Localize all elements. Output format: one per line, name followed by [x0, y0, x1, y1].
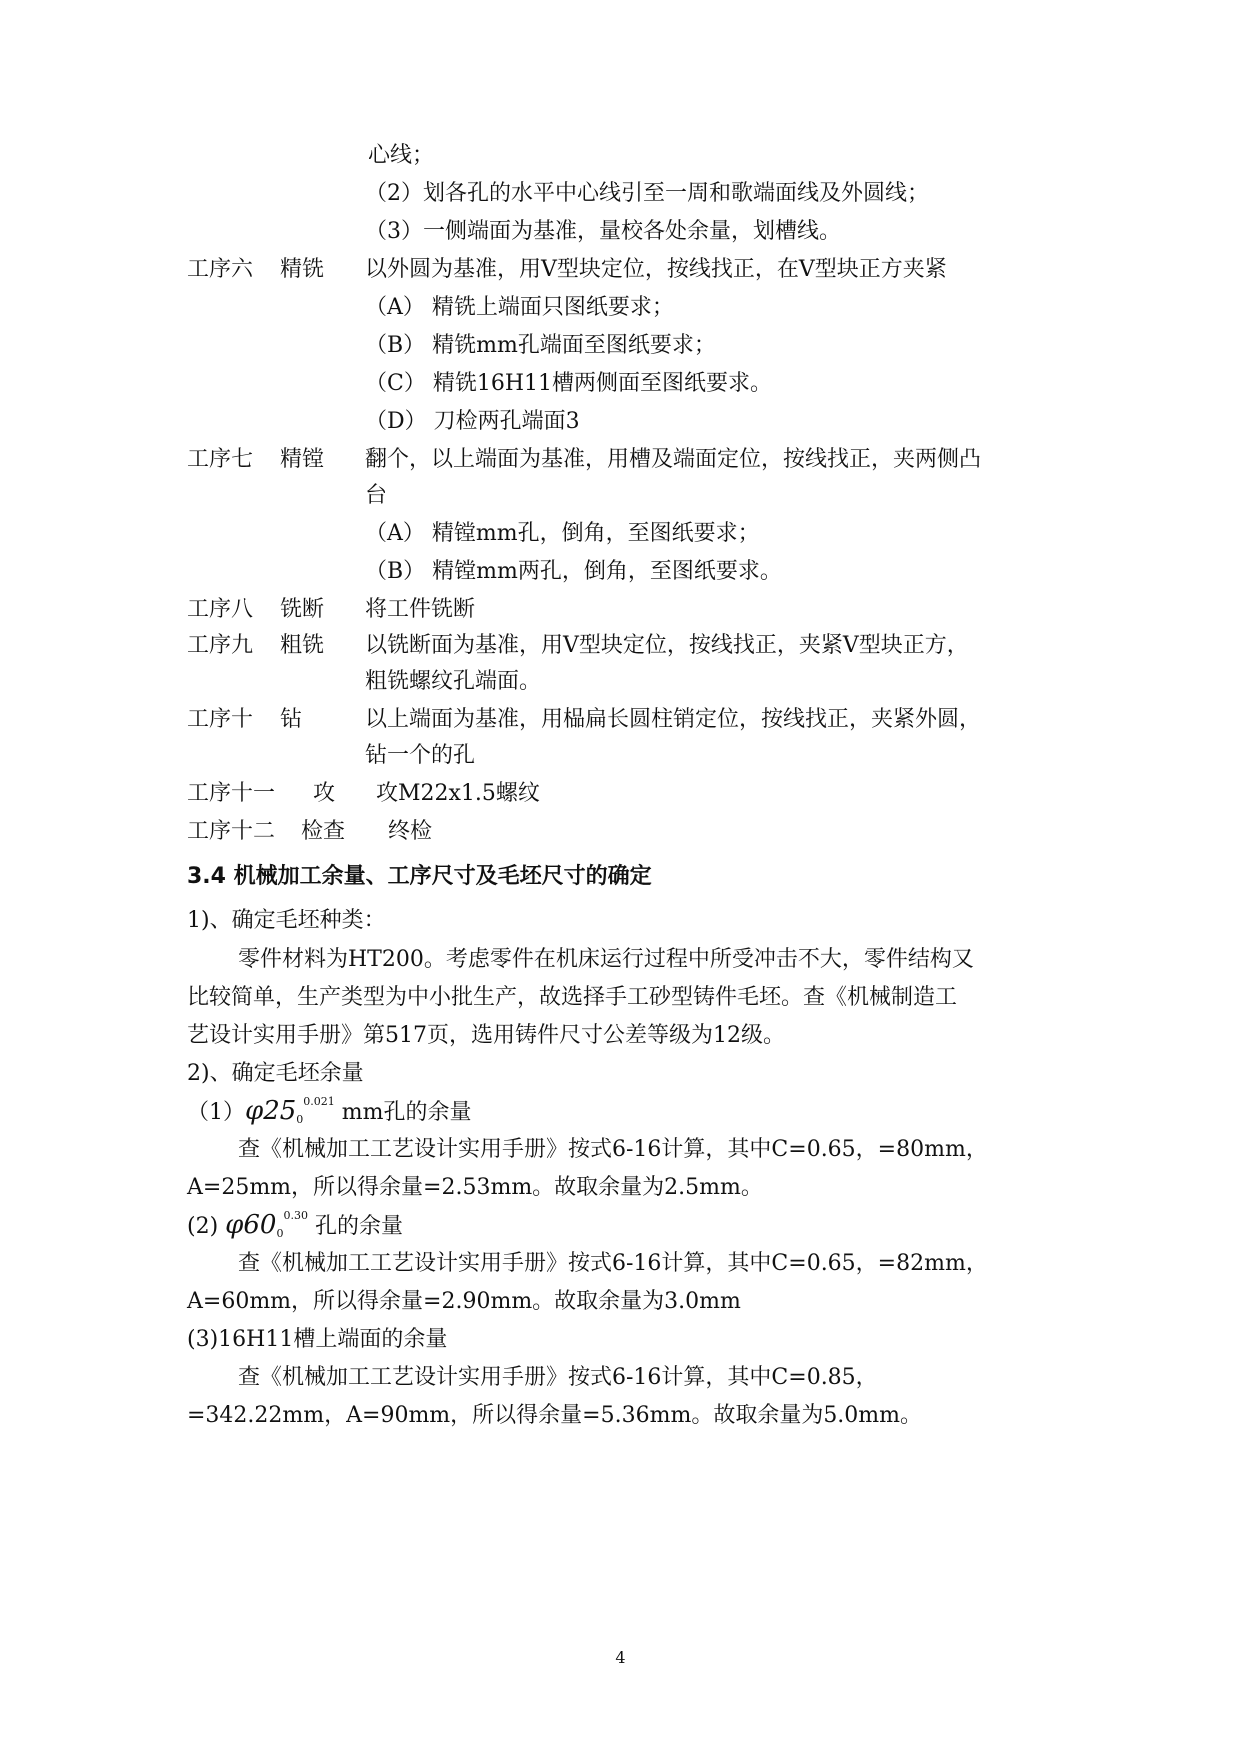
sub-item: （D） 刀检两孔端面3: [365, 409, 580, 434]
step-desc: 以上端面为基准，用榀扁长圆柱销定位，按线找正，夹紧外圆，: [365, 707, 982, 732]
paragraph-line: 查《机械加工工艺设计实用手册》按式6-16计算，其中C=0.65，=82mm，: [238, 1251, 988, 1276]
upper-deviation: 0.021: [303, 1095, 335, 1108]
paragraph-line: 查《机械加工工艺设计实用手册》按式6-16计算，其中C=0.65，=80mm，: [238, 1137, 988, 1162]
paragraph-line: A=60mm，所以得余量=2.90mm。故取余量为3.0mm: [187, 1289, 741, 1314]
step-type: 攻: [313, 781, 336, 806]
step-name: 工序九: [187, 633, 254, 658]
step-desc-cont: 台: [365, 483, 388, 508]
sub-item: （B） 精镗mm两孔，倒角，至图纸要求。: [365, 559, 782, 584]
step-name: 工序十: [187, 707, 254, 732]
lower-deviation: 0: [276, 1227, 284, 1240]
step-name: 工序十二: [187, 819, 276, 844]
paragraph-line: =342.22mm，A=90mm，所以得余量=5.36mm。故取余量为5.0mm。: [187, 1403, 923, 1428]
item-tail: 孔的余量: [314, 1214, 403, 1239]
tolerance-symbol: [245, 1096, 335, 1131]
step-type: 检查: [301, 819, 346, 844]
paragraph-line: 艺设计实用手册》第517页，选用铸件尺寸公差等级为12级。: [187, 1023, 785, 1048]
text-line: （2）划各孔的水平中心线引至一周和歌端面线及外圆线；: [365, 181, 929, 206]
step-desc: 翻个，以上端面为基准，用槽及端面定位，按线找正，夹两侧凸: [365, 447, 982, 472]
step-name: 工序八: [187, 597, 254, 622]
page-number: 4: [615, 1648, 626, 1667]
step-name: 工序十一: [187, 781, 276, 806]
step-type: 精铣: [280, 257, 325, 282]
step-type: 精镗: [280, 447, 325, 472]
step-type: 粗铣: [280, 633, 325, 658]
text-line: （3）一侧端面为基准，量校各处余量，划槽线。: [365, 219, 841, 244]
paragraph-line: 零件材料为HT200。考虑零件在机床运行过程中所受冲击不大，零件结构又: [238, 947, 974, 972]
item-tail: mm孔的余量: [341, 1100, 472, 1125]
step-name: 工序六: [187, 257, 254, 282]
diameter-value: φ60: [225, 1210, 277, 1240]
sub-item: （A） 精镗mm孔，倒角，至图纸要求；: [365, 521, 760, 546]
step-name: 工序七: [187, 447, 254, 472]
step-desc: 攻M22x1.5螺纹: [376, 781, 540, 806]
step-type: 铣断: [280, 597, 325, 622]
allowance-item-3: (3)16H11槽上端面的余量: [187, 1327, 448, 1352]
section-heading: 3.4 机械加工余量、工序尺寸及毛坯尺寸的确定: [187, 864, 652, 889]
item-label: (2): [187, 1214, 219, 1239]
step-desc-cont: 粗铣螺纹孔端面。: [365, 669, 542, 694]
text-line: 心线；: [368, 143, 435, 168]
sub-item: （C） 精铣16H11槽两侧面至图纸要求。: [365, 371, 773, 396]
sub-item: （B） 精铣mm孔端面至图纸要求；: [365, 333, 716, 358]
step-type: 钻: [280, 707, 303, 732]
step-desc: 将工件铣断: [365, 597, 476, 622]
step-desc-cont: 钻一个的孔: [365, 743, 476, 768]
step-desc: 终检: [388, 819, 433, 844]
upper-deviation: 0.30: [283, 1209, 308, 1222]
paragraph-line: A=25mm，所以得余量=2.53mm。故取余量为2.5mm。: [187, 1175, 763, 1200]
allowance-item-1: [187, 1096, 472, 1131]
tolerance-symbol: [225, 1210, 308, 1245]
sub-heading: 1)、确定毛坯种类：: [187, 908, 386, 933]
step-desc: 以外圆为基准，用V型块定位，按线找正，在V型块正方夹紧: [365, 257, 947, 282]
sub-item: （A） 精铣上端面只图纸要求；: [365, 295, 674, 320]
item-label: （1）: [187, 1100, 245, 1125]
diameter-value: φ25: [245, 1096, 297, 1126]
paragraph-line: 比较简单，生产类型为中小批生产，故选择手工砂型铸件毛坯。查《机械制造工: [187, 985, 958, 1010]
paragraph-line: 查《机械加工工艺设计实用手册》按式6-16计算，其中C=0.85，: [238, 1365, 878, 1390]
allowance-item-2: [187, 1210, 403, 1245]
step-desc: 以铣断面为基准，用V型块定位，按线找正，夹紧V型块正方，: [365, 633, 969, 658]
lower-deviation: 0: [296, 1113, 304, 1126]
sub-heading: 2)、确定毛坯余量: [187, 1061, 364, 1086]
